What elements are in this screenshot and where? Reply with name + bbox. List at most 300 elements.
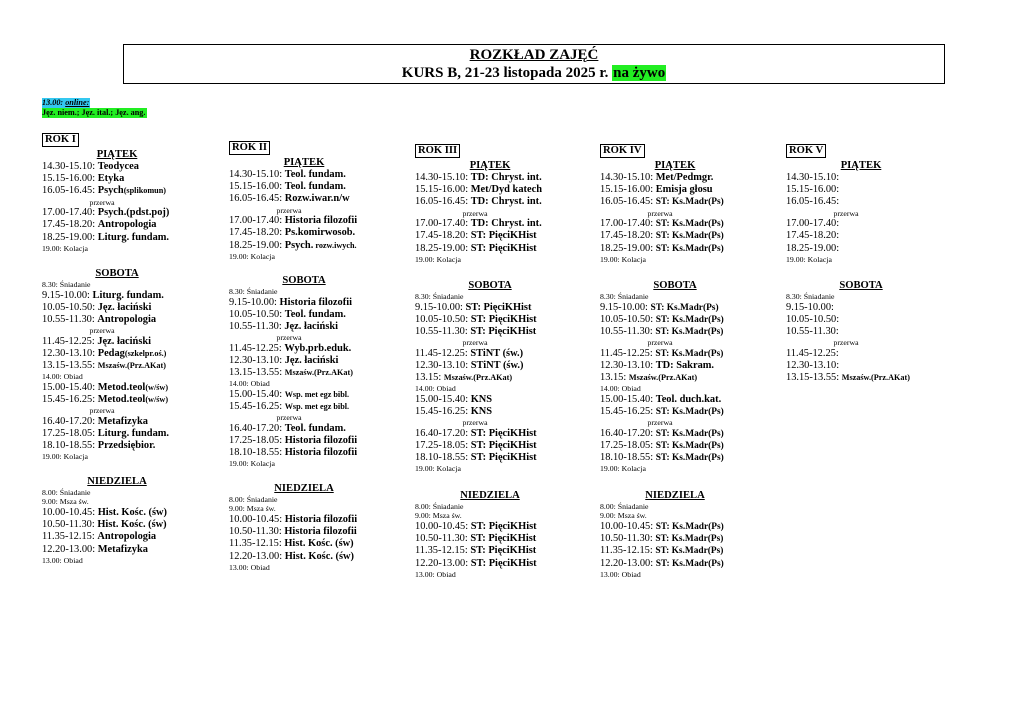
- time-slot: 12.30-13.10:: [42, 348, 96, 360]
- schedule-row: [786, 243, 936, 255]
- subject: Metafizyka: [97, 415, 148, 427]
- subject-note: (w/św): [145, 382, 169, 392]
- subject: Metafizyka: [97, 543, 148, 555]
- year-column-2: [229, 141, 379, 572]
- subject: Hist. Kośc. (św): [97, 519, 167, 531]
- time-slot: 12.30-13.10:: [600, 360, 654, 372]
- subject: ST: Ks.Madr(Ps): [655, 327, 724, 338]
- subject: ST: Ks.Madr(Ps): [655, 521, 724, 532]
- schedule-row: [42, 360, 192, 372]
- time-slot: 14.30-15.10:: [600, 172, 654, 183]
- time-slot: 18.10-18.55:: [600, 452, 654, 464]
- break-label: przerwa: [462, 208, 488, 218]
- subject: ST: Ks.Madr(Ps): [655, 558, 724, 569]
- time-slot: 11.35-12.15:: [229, 538, 282, 550]
- subject: Metod.teol: [97, 381, 146, 393]
- time-slot: 16.05-16.45:: [786, 196, 840, 208]
- meal-entry: 13.00: Obiad: [415, 569, 456, 579]
- schedule-row: [415, 184, 565, 196]
- meal-entry: 14.00: Obiad: [415, 384, 456, 394]
- schedule-row: [600, 218, 750, 230]
- subject: ST: Ks.Madr(Ps): [655, 534, 724, 545]
- live-badge: na żywo: [613, 65, 666, 81]
- time-slot: 15.15-16.00:: [229, 181, 283, 193]
- schedule-row: [786, 172, 936, 184]
- break-label: przerwa: [89, 406, 115, 416]
- time-slot: 10.00-10.45:: [415, 520, 469, 532]
- subject: Historia filozofii: [284, 513, 358, 525]
- time-slot: 11.45-12.25:: [415, 347, 468, 359]
- subject: ST: Ks.Madr(Ps): [655, 219, 724, 230]
- time-slot: 10.05-10.50:: [42, 301, 96, 313]
- subject: Teol. fundam.: [284, 422, 346, 434]
- schedule-row: [229, 538, 379, 550]
- schedule-row: [42, 302, 192, 314]
- day-spacer: [415, 264, 565, 279]
- schedule-row: [600, 428, 750, 440]
- schedule-row: [42, 507, 192, 519]
- meal-entry: 8.30: Śniadanie: [42, 280, 91, 290]
- subject: ST: PięciKHist: [470, 326, 537, 338]
- time-slot: 18.10-18.55:: [42, 440, 96, 452]
- subject: TD: Chryst. int.: [470, 172, 542, 183]
- subject: TD: Sakram.: [655, 360, 715, 372]
- subject: Emisja głosu: [655, 184, 713, 196]
- time-slot: 16.40-17.20:: [42, 415, 96, 427]
- time-slot: 17.25-18.05:: [415, 440, 469, 452]
- schedule-row: [42, 394, 192, 406]
- subject: ST: PięciKHist: [470, 533, 537, 545]
- time-slot: 13.15-13.55:: [229, 367, 283, 379]
- schedule-row: [42, 173, 192, 185]
- online-label: online:: [65, 98, 90, 107]
- subject: ST: Ks.Madr(Ps): [655, 453, 724, 464]
- schedule-row: [600, 243, 750, 255]
- schedule-row: [42, 416, 192, 428]
- schedule-row: [42, 348, 192, 360]
- schedule-row: [415, 348, 565, 360]
- subject: ST: PięciKHist: [470, 313, 537, 325]
- subject: ST: PięciKHist: [470, 520, 537, 532]
- online-languages: Jęz. niem.; Jęz. ital.; Jęz. ang.: [42, 108, 146, 117]
- subject: Teol. fundam.: [284, 169, 346, 180]
- meal-entry: 8.30: Śniadanie: [600, 292, 649, 302]
- subject: Liturg. fundam.: [97, 428, 170, 440]
- day-spacer: [229, 469, 379, 482]
- subject: Historia filozofii: [284, 215, 358, 227]
- schedule-row: [42, 161, 192, 173]
- subject: Hist. Kośc. (św): [284, 550, 354, 562]
- schedule-row: [42, 519, 192, 531]
- schedule-row: [415, 545, 565, 557]
- schedule-row: [42, 232, 192, 244]
- schedule-row: [415, 326, 565, 338]
- time-slot: 15.15-16.00:: [600, 184, 654, 196]
- day-heading: SOBOTA: [653, 280, 697, 292]
- time-slot: 11.35-12.15:: [415, 545, 468, 557]
- subject: ST: PięciKHist: [470, 452, 537, 464]
- subject: KNS: [470, 393, 493, 405]
- schedule-row: [415, 406, 565, 418]
- time-slot: 17.45-18.20:: [786, 230, 840, 242]
- time-slot: 18.25-19.00:: [229, 239, 283, 251]
- year-label: ROK III: [415, 144, 460, 158]
- schedule-row: [42, 382, 192, 394]
- day-heading: PIĄTEK: [654, 160, 696, 171]
- schedule-row: [600, 196, 750, 208]
- subject: Teol. fundam.: [284, 308, 346, 320]
- schedule-row: [415, 372, 565, 384]
- meal-entry: 19.00: Kolacja: [42, 452, 88, 462]
- time-slot: 13.15:: [415, 372, 442, 384]
- meal-entry: 19.00: Kolacja: [229, 251, 275, 261]
- schedule-row: [600, 172, 750, 184]
- subject: Mszaśw.(Prz.AKat): [97, 361, 166, 371]
- meal-entry: 19.00: Kolacja: [786, 254, 832, 264]
- subject: ST: PięciKHist: [470, 242, 537, 254]
- time-slot: 14.30-15.10:: [229, 169, 283, 180]
- schedule-row: [600, 314, 750, 326]
- day-spacer: [229, 261, 379, 274]
- schedule-row: [600, 326, 750, 338]
- schedule-row: [415, 360, 565, 372]
- schedule-row: [415, 218, 565, 230]
- subject-note: rozw.iwych.: [313, 240, 357, 250]
- time-slot: 10.00-10.45:: [42, 506, 96, 518]
- time-slot: 11.45-12.25:: [229, 342, 282, 354]
- break-label: przerwa: [647, 338, 673, 348]
- subject: Wsp. met egz bibl.: [284, 389, 350, 399]
- subject: Wyb.prb.eduk.: [284, 342, 352, 354]
- time-slot: 16.05-16.45:: [600, 196, 654, 208]
- schedule-title-box: [123, 44, 945, 84]
- time-slot: 10.50-11.30:: [229, 526, 282, 538]
- schedule-title: ROZKŁAD ZAJĘĆ: [469, 47, 599, 63]
- time-slot: 14.30-15.10:: [42, 161, 96, 172]
- subject: Mszaśw.(Prz.AKat): [841, 373, 910, 383]
- meal-entry: 19.00: Kolacja: [415, 464, 461, 474]
- schedule-row: [600, 558, 750, 570]
- meal-entry: 19.00: Kolacja: [42, 243, 88, 253]
- schedule-row: [229, 551, 379, 563]
- subject-note: (szkelpr.oś.): [124, 349, 167, 359]
- year-label: ROK V: [786, 144, 826, 158]
- schedule-row: [786, 372, 936, 384]
- time-slot: 17.00-17.40:: [42, 207, 96, 219]
- day-heading: PIĄTEK: [96, 149, 138, 160]
- meal-entry: 19.00: Kolacja: [600, 464, 646, 474]
- meal-entry: 8.00: Śniadanie: [415, 501, 464, 511]
- time-slot: 10.55-11.30:: [229, 321, 282, 333]
- subject: Wsp. met egz bibl.: [284, 402, 350, 412]
- time-slot: 17.00-17.40:: [229, 215, 283, 227]
- time-slot: 15.45-16.25:: [600, 406, 654, 418]
- time-slot: 15.15-16.00:: [415, 184, 469, 196]
- schedule-row: [415, 196, 565, 208]
- meal-entry: 19.00: Kolacja: [229, 459, 275, 469]
- schedule-row: [229, 435, 379, 447]
- time-slot: 13.15-13.55:: [786, 372, 840, 384]
- subject: Jęz. łaciński: [284, 321, 339, 333]
- meal-entry: 9.00: Msza św.: [415, 511, 462, 521]
- day-spacer: [42, 462, 192, 475]
- day-heading: NIEDZIELA: [87, 475, 147, 487]
- subject: ST: PięciKHist: [470, 557, 537, 569]
- day-heading: SOBOTA: [468, 280, 512, 292]
- year-label: ROK I: [42, 133, 79, 147]
- time-slot: 11.45-12.25:: [42, 335, 95, 347]
- subject: Teodycea: [97, 161, 139, 172]
- schedule-row: [229, 215, 379, 227]
- break-label: przerwa: [647, 208, 673, 218]
- schedule-row: [600, 372, 750, 384]
- schedule-row: [600, 184, 750, 196]
- break-label: przerwa: [647, 418, 673, 428]
- online-time: 13.00:: [42, 98, 64, 107]
- subject: ST: Ks.Madr(Ps): [655, 428, 724, 439]
- time-slot: 11.35-12.15:: [600, 545, 653, 557]
- schedule-row: [229, 193, 379, 205]
- subject: Mszaśw.(Prz.AKat): [284, 368, 353, 378]
- day-heading: SOBOTA: [95, 268, 139, 280]
- schedule-row: [786, 326, 936, 338]
- break-label: przerwa: [462, 338, 488, 348]
- schedule-row: [600, 348, 750, 360]
- break-label: przerwa: [276, 413, 302, 423]
- day-spacer: [415, 474, 565, 489]
- schedule-row: [600, 360, 750, 372]
- break-label: przerwa: [462, 418, 488, 428]
- subject: KNS: [470, 406, 493, 418]
- schedule-row: [600, 533, 750, 545]
- time-slot: 10.55-11.30:: [42, 314, 95, 326]
- time-slot: 12.20-13.00:: [42, 543, 96, 555]
- schedule-row: [229, 227, 379, 239]
- subject: ST: Ks.Madr(Ps): [655, 546, 724, 557]
- time-slot: 17.25-18.05:: [229, 435, 283, 447]
- schedule-row: [600, 440, 750, 452]
- day-heading: SOBOTA: [839, 280, 883, 292]
- time-slot: 16.05-16.45:: [229, 193, 283, 205]
- time-slot: 9.15-10.00:: [415, 301, 463, 313]
- time-slot: 16.40-17.20:: [229, 422, 283, 434]
- year-label: ROK II: [229, 141, 270, 155]
- time-slot: 15.00-15.40:: [229, 388, 283, 400]
- schedule-row: [42, 336, 192, 348]
- time-slot: 16.40-17.20:: [600, 427, 654, 439]
- schedule-row: [42, 290, 192, 302]
- schedule-row: [786, 184, 936, 196]
- schedule-row: [229, 367, 379, 379]
- subject: ST: PięciKHist: [470, 230, 537, 242]
- meal-entry: 8.30: Śniadanie: [229, 287, 278, 297]
- subject-note: (w/św): [145, 395, 169, 405]
- subject-note: (splikomun): [123, 186, 167, 196]
- schedule-row: [42, 428, 192, 440]
- subject: ST: PięciKHist: [470, 440, 537, 452]
- time-slot: 15.15-16.00:: [42, 173, 96, 185]
- time-slot: 16.05-16.45:: [42, 185, 96, 197]
- subject: Teol. fundam.: [284, 181, 346, 193]
- day-heading: PIĄTEK: [469, 160, 511, 171]
- time-slot: 9.15-10.00:: [786, 301, 834, 313]
- schedule-row: [229, 423, 379, 435]
- meal-entry: 14.00: Obiad: [42, 372, 83, 382]
- subject: ST: Ks.Madr(Ps): [655, 407, 724, 418]
- meal-entry: 8.30: Śniadanie: [415, 292, 464, 302]
- time-slot: 18.25-19.00:: [415, 242, 469, 254]
- subject: Etyka: [97, 173, 125, 185]
- time-slot: 10.05-10.50:: [229, 308, 283, 320]
- time-slot: 10.55-11.30:: [786, 326, 839, 338]
- day-heading: PIĄTEK: [283, 157, 325, 168]
- subject: ST: Ks.Madr(Ps): [655, 197, 724, 208]
- time-slot: 10.00-10.45:: [229, 513, 283, 525]
- schedule-row: [415, 230, 565, 242]
- subject: STiNT (św.): [470, 347, 524, 359]
- subject: Jęz. łaciński: [97, 301, 152, 313]
- schedule-row: [229, 297, 379, 309]
- time-slot: 18.25-19.00:: [42, 231, 96, 243]
- schedule-row: [415, 172, 565, 184]
- subject: ST: Ks.Madr(Ps): [655, 441, 724, 452]
- schedule-row: [415, 440, 565, 452]
- schedule-row: [229, 514, 379, 526]
- schedule-row: [786, 230, 936, 242]
- schedule-row: [229, 309, 379, 321]
- time-slot: 15.45-16.25:: [415, 406, 469, 418]
- schedule-row: [229, 240, 379, 252]
- schedule-row: [415, 394, 565, 406]
- meal-entry: 14.00: Obiad: [229, 379, 270, 389]
- time-slot: 15.00-15.40:: [42, 381, 96, 393]
- time-slot: 10.50-11.30:: [600, 533, 653, 545]
- subject: Antropologia: [97, 219, 157, 231]
- time-slot: 10.55-11.30:: [600, 326, 653, 338]
- schedule-row: [786, 348, 936, 360]
- time-slot: 11.45-12.25:: [786, 347, 839, 359]
- meal-entry: 13.00: Obiad: [229, 562, 270, 572]
- time-slot: 13.15:: [600, 372, 627, 384]
- year-column-4: [600, 144, 750, 579]
- schedule-row: [600, 230, 750, 242]
- subject: Jęz. łaciński: [284, 355, 339, 367]
- schedule-row: [600, 521, 750, 533]
- time-slot: 10.05-10.50:: [786, 313, 840, 325]
- subject: Antropologia: [97, 531, 157, 543]
- time-slot: 18.10-18.55:: [415, 452, 469, 464]
- subject: Liturg. fundam.: [97, 231, 170, 243]
- time-slot: 17.00-17.40:: [786, 218, 840, 230]
- time-slot: 17.25-18.05:: [600, 440, 654, 452]
- subject: Pedag: [97, 348, 125, 360]
- schedule-row: [42, 219, 192, 231]
- meal-entry: 8.30: Śniadanie: [786, 292, 835, 302]
- subject: Antropologia: [97, 314, 157, 326]
- schedule-row: [42, 440, 192, 452]
- day-spacer: [600, 474, 750, 489]
- subject: Metod.teol: [97, 394, 146, 406]
- subject: Hist. Kośc. (św): [97, 506, 167, 518]
- schedule-row: [42, 314, 192, 326]
- subject: ST: Ks.Madr(Ps): [655, 231, 724, 242]
- time-slot: 10.50-11.30:: [42, 519, 95, 531]
- break-label: przerwa: [833, 338, 859, 348]
- schedule-row: [600, 452, 750, 464]
- time-slot: 15.45-16.25:: [42, 394, 96, 406]
- day-heading: SOBOTA: [282, 275, 326, 287]
- subject: Psych.: [284, 239, 314, 251]
- online-note-line1: [42, 98, 90, 108]
- schedule-row: [600, 302, 750, 314]
- time-slot: 16.40-17.20:: [415, 427, 469, 439]
- subject: Historia filozofii: [284, 435, 358, 447]
- time-slot: 15.45-16.25:: [229, 401, 283, 413]
- schedule-row: [229, 343, 379, 355]
- subject: ST: PięciKHist: [470, 545, 537, 557]
- day-spacer: [600, 264, 750, 279]
- day-heading: PIĄTEK: [840, 160, 882, 171]
- schedule-row: [415, 452, 565, 464]
- schedule-row: [415, 243, 565, 255]
- time-slot: 10.00-10.45:: [600, 520, 654, 532]
- schedule-row: [229, 181, 379, 193]
- break-label: przerwa: [89, 197, 115, 207]
- subject: TD: Chryst. int.: [470, 196, 542, 208]
- year-column-3: [415, 144, 565, 579]
- subject: ST: Ks.Madr(Ps): [650, 302, 719, 313]
- subject: ST: Ks.Madr(Ps): [655, 243, 724, 254]
- year-column-5: [786, 144, 936, 384]
- time-slot: 17.45-18.20:: [42, 219, 96, 231]
- subject: Met/Dyd katech: [470, 184, 542, 196]
- schedule-row: [786, 196, 936, 208]
- schedule-row: [229, 389, 379, 401]
- meal-entry: 9.00: Msza św.: [600, 511, 647, 521]
- time-slot: 9.15-10.00:: [42, 289, 90, 301]
- meal-entry: 19.00: Kolacja: [415, 254, 461, 264]
- online-note: [42, 98, 147, 118]
- year-label: ROK IV: [600, 144, 645, 158]
- schedule-row: [786, 302, 936, 314]
- course-dates: KURS B, 21-23 listopada 2025 r.: [401, 65, 609, 81]
- meal-entry: 9.00: Msza św.: [229, 504, 276, 514]
- time-slot: 18.25-19.00:: [600, 242, 654, 254]
- subject: Historia filozofii: [284, 447, 358, 459]
- time-slot: 17.25-18.05:: [42, 428, 96, 440]
- subject: TD: Chryst. int.: [470, 218, 542, 230]
- subject: Met/Pedmgr.: [655, 172, 714, 183]
- meal-entry: 9.00: Msza św.: [42, 497, 89, 507]
- subject: Rozw.iwar.n/w: [284, 193, 350, 205]
- day-heading: NIEDZIELA: [645, 489, 705, 501]
- schedule-row: [42, 544, 192, 556]
- time-slot: 18.25-19.00:: [786, 242, 840, 254]
- schedule-row: [229, 447, 379, 459]
- time-slot: 17.00-17.40:: [600, 218, 654, 230]
- meal-entry: 8.00: Śniadanie: [229, 494, 278, 504]
- subject: Hist. Kośc. (św): [284, 538, 354, 550]
- schedule-row: [42, 531, 192, 543]
- day-spacer: [42, 253, 192, 267]
- subject: ST: PięciKHist: [465, 301, 532, 313]
- time-slot: 12.30-13.10:: [229, 355, 283, 367]
- time-slot: 14.30-15.10:: [786, 172, 840, 183]
- meal-entry: 13.00: Obiad: [42, 555, 83, 565]
- schedule-row: [786, 218, 936, 230]
- subject: Historia filozofii: [284, 526, 357, 538]
- break-label: przerwa: [833, 208, 859, 218]
